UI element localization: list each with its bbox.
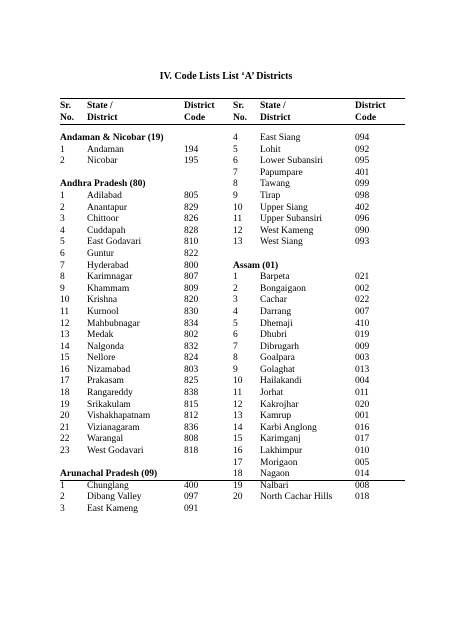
table-row	[60, 237, 230, 249]
header-state-line1-right: State /	[260, 101, 286, 111]
row-number: 1	[60, 144, 65, 155]
district-code: 090	[355, 225, 370, 236]
table-row	[233, 133, 405, 145]
table-row	[233, 446, 405, 458]
right-column	[233, 133, 405, 504]
district-code: 402	[355, 202, 370, 213]
district-code: 809	[184, 283, 199, 294]
district-name: West Kameng	[260, 225, 314, 236]
table-row	[60, 423, 230, 435]
district-name: Dhubri	[260, 330, 287, 341]
district-name: Anantapur	[87, 202, 128, 213]
district-name: Adilabad	[87, 190, 122, 201]
district-code: 400	[184, 480, 199, 491]
district-name: Kamrup	[260, 411, 292, 422]
district-code: 008	[355, 480, 370, 491]
row-number: 13	[60, 330, 70, 341]
district-name: Nalbari	[260, 480, 289, 491]
row-number: 8	[60, 272, 65, 283]
table-row	[60, 307, 230, 319]
table-row	[60, 319, 230, 331]
row-number: 7	[233, 167, 238, 178]
row-number: 2	[60, 156, 65, 167]
row-number: 22	[60, 434, 70, 445]
district-name: Nagaon	[260, 469, 290, 480]
district-name: Vizianagaram	[87, 422, 140, 433]
district-name: Tawang	[260, 179, 290, 190]
table-row	[60, 342, 230, 354]
district-code: 815	[184, 399, 199, 410]
district-name: Upper Subansiri	[260, 214, 323, 225]
district-code: 836	[184, 422, 199, 433]
table-row	[60, 145, 230, 157]
row-number: 1	[60, 190, 65, 201]
header-state-district	[87, 100, 118, 124]
table-row	[60, 226, 230, 238]
district-name: Bongaigaon	[260, 283, 306, 294]
row-number: 11	[60, 306, 70, 317]
table-row	[60, 388, 230, 400]
table-row	[60, 446, 230, 458]
district-code: 022	[355, 295, 370, 306]
table-row	[60, 295, 230, 307]
header-code-line2-right: Code	[355, 113, 377, 123]
row-number: 1	[60, 480, 65, 491]
district-name: West Siang	[260, 237, 303, 248]
row-number: 14	[233, 422, 243, 433]
district-code: 834	[184, 318, 199, 329]
header-sr-no-right	[233, 100, 247, 124]
row-number: 10	[60, 295, 70, 306]
district-name: Chunglang	[87, 480, 129, 491]
district-name: Dhemaji	[260, 318, 293, 329]
district-name: Darrang	[260, 306, 292, 317]
table-row	[233, 365, 405, 377]
table-row	[233, 423, 405, 435]
district-code: 830	[184, 306, 199, 317]
district-name: East Kameng	[87, 504, 138, 514]
header-code-line1-right: District	[355, 101, 386, 111]
table-row	[60, 504, 230, 516]
row-number: 6	[60, 248, 65, 259]
row-number: 6	[233, 156, 238, 167]
header-state-line2-right: District	[260, 113, 291, 123]
district-code: 825	[184, 376, 199, 387]
district-name: Golaghat	[260, 364, 295, 375]
district-name: Karbi Anglong	[260, 422, 317, 433]
district-name: Upper Siang	[260, 202, 308, 213]
table-row	[233, 191, 405, 203]
district-name: Lakhimpur	[260, 446, 303, 457]
row-number: 19	[60, 399, 70, 410]
district-code: 005	[355, 457, 370, 468]
table-row	[60, 284, 230, 296]
district-name: Dibang Valley	[87, 492, 142, 503]
row-number: 6	[233, 330, 238, 341]
header-state-district-right	[260, 100, 291, 124]
table-row	[60, 191, 230, 203]
table-row	[233, 284, 405, 296]
table-row	[60, 261, 230, 273]
district-code: 838	[184, 388, 199, 399]
district-name: Hyderabad	[87, 260, 129, 271]
district-code: 099	[355, 179, 370, 190]
table-row	[233, 342, 405, 354]
row-number: 18	[233, 469, 243, 480]
district-code: 002	[355, 283, 370, 294]
district-name: Vishakhapatnam	[87, 411, 151, 422]
row-number: 13	[233, 411, 243, 422]
table-row	[233, 388, 405, 400]
row-number: 16	[60, 364, 70, 375]
row-number: 3	[233, 295, 238, 306]
row-number: 4	[233, 133, 238, 143]
row-number: 16	[233, 446, 243, 457]
district-code: 824	[184, 353, 199, 364]
district-name: Andaman	[87, 144, 124, 155]
district-code: 803	[184, 364, 199, 375]
table-row	[233, 295, 405, 307]
district-name: Warangal	[87, 434, 124, 445]
row-number: 13	[233, 237, 243, 248]
table-row	[233, 319, 405, 331]
district-code: 096	[355, 214, 370, 225]
district-code: 812	[184, 411, 199, 422]
table-row	[233, 481, 405, 493]
district-code: 805	[184, 190, 199, 201]
section-heading-assam: Assam (01)	[233, 260, 279, 271]
district-code: 093	[355, 237, 370, 248]
row-number: 4	[233, 306, 238, 317]
row-number: 20	[233, 492, 243, 503]
row-number: 12	[233, 225, 243, 236]
district-name: Nizamabad	[87, 364, 131, 375]
district-name: Hailakandi	[260, 376, 302, 387]
table-top-rule	[60, 98, 405, 99]
table-row	[233, 353, 405, 365]
district-code: 014	[355, 469, 370, 480]
header-sr-line1-right: Sr.	[233, 101, 245, 111]
district-code: 822	[184, 248, 199, 259]
table-row	[233, 156, 405, 168]
district-name: Cuddapah	[87, 225, 126, 236]
district-code: 097	[184, 492, 199, 503]
header-bottom-rule	[60, 124, 405, 125]
table-row	[233, 307, 405, 319]
district-name: Rangareddy	[87, 388, 133, 399]
district-code: 017	[355, 434, 370, 445]
table-row	[233, 272, 405, 284]
district-code: 092	[355, 144, 370, 155]
table-row	[60, 214, 230, 226]
district-code: 401	[355, 167, 370, 178]
district-name: Srikakulam	[87, 399, 131, 410]
section-heading-andhra: Andhra Pradesh (80)	[60, 179, 146, 190]
district-name: East Godavari	[87, 237, 142, 248]
row-number: 8	[233, 179, 238, 190]
table-row	[60, 411, 230, 423]
district-code: 818	[184, 446, 199, 457]
table-row	[60, 272, 230, 284]
row-number: 2	[60, 492, 65, 503]
header-state-line1: State /	[87, 101, 113, 111]
row-number: 2	[60, 202, 65, 213]
district-name: Medak	[87, 330, 114, 341]
row-number: 12	[60, 318, 70, 329]
district-code: 800	[184, 260, 199, 271]
district-code: 004	[355, 376, 370, 387]
table-row	[233, 179, 405, 191]
header-state-line2: District	[87, 113, 118, 123]
district-code: 016	[355, 422, 370, 433]
district-code: 003	[355, 353, 370, 364]
section-heading-arunachal: Arunachal Pradesh (09)	[60, 469, 158, 480]
header-sr-line2-right: No.	[233, 113, 247, 123]
table-row	[233, 168, 405, 180]
table-row	[60, 376, 230, 388]
district-name: West Godavari	[87, 446, 144, 457]
district-code: 194	[184, 144, 199, 155]
district-name: Kakrojhar	[260, 399, 299, 410]
row-number: 3	[60, 504, 65, 514]
district-code: 808	[184, 434, 199, 445]
row-number: 10	[233, 376, 243, 387]
table-row	[233, 330, 405, 342]
district-code: 010	[355, 446, 370, 457]
row-number: 12	[233, 399, 243, 410]
row-number: 18	[60, 388, 70, 399]
row-number: 4	[60, 225, 65, 236]
district-name: Krishna	[87, 295, 118, 306]
section-heading-andaman: Andaman & Nicobar (19)	[60, 133, 164, 143]
row-number: 17	[233, 457, 243, 468]
district-code: 832	[184, 341, 199, 352]
table-row	[233, 203, 405, 215]
district-name: Dibrugarh	[260, 341, 300, 352]
district-name: Chittoor	[87, 214, 119, 225]
district-name: East Siang	[260, 133, 301, 143]
header-sr-no	[60, 100, 74, 124]
table-row	[60, 353, 230, 365]
table-row	[60, 330, 230, 342]
row-number: 5	[233, 144, 238, 155]
row-number: 3	[60, 214, 65, 225]
district-code: 098	[355, 190, 370, 201]
district-name: Jorhat	[260, 388, 284, 399]
row-number: 5	[60, 237, 65, 248]
table-row	[233, 458, 405, 470]
row-number: 9	[233, 190, 238, 201]
district-name: Guntur	[87, 248, 114, 259]
district-name: Karimganj	[260, 434, 301, 445]
table-bottom-rule	[60, 480, 405, 481]
table-row	[233, 237, 405, 249]
district-name: Nicobar	[87, 156, 118, 167]
header-code-line2: Code	[184, 113, 206, 123]
district-code: 018	[355, 492, 370, 503]
district-code: 094	[355, 133, 370, 143]
row-number: 11	[233, 388, 243, 399]
district-name: Tirap	[260, 190, 281, 201]
row-number: 15	[60, 353, 70, 364]
district-name: Papumpare	[260, 167, 303, 178]
header-district-code-right	[355, 100, 386, 124]
row-number: 17	[60, 376, 70, 387]
district-code: 829	[184, 202, 199, 213]
district-name: Nalgonda	[87, 341, 124, 352]
district-code: 013	[355, 364, 370, 375]
district-name: Khammam	[87, 283, 130, 294]
row-number: 8	[233, 353, 238, 364]
district-code: 828	[184, 225, 199, 236]
table-row	[233, 376, 405, 388]
table-row	[60, 492, 230, 504]
district-code: 807	[184, 272, 199, 283]
row-number: 9	[233, 364, 238, 375]
page-title: IV. Code Lists List ‘A’ Districts	[159, 71, 293, 82]
row-number: 7	[233, 341, 238, 352]
district-name: Cachar	[260, 295, 287, 306]
left-column	[60, 133, 230, 516]
district-code: 195	[184, 156, 199, 167]
district-name: Morigaon	[260, 457, 298, 468]
table-row	[60, 400, 230, 412]
table-row	[233, 400, 405, 412]
district-name: Kurnool	[87, 306, 119, 317]
row-number: 5	[233, 318, 238, 329]
district-name: Nellore	[87, 353, 116, 364]
district-name: Prakasam	[87, 376, 124, 387]
header-sr-line1: Sr.	[60, 101, 72, 111]
row-number: 11	[233, 214, 243, 225]
table-row	[60, 481, 230, 493]
row-number: 9	[60, 283, 65, 294]
table-row	[233, 434, 405, 446]
district-code: 020	[355, 399, 370, 410]
district-code: 810	[184, 237, 199, 248]
table-row	[60, 365, 230, 377]
table-row	[233, 214, 405, 226]
row-number: 1	[233, 272, 238, 283]
district-code: 001	[355, 411, 370, 422]
header-code-line1: District	[184, 101, 215, 111]
table-row	[60, 434, 230, 446]
row-number: 23	[60, 446, 70, 457]
table-row	[233, 226, 405, 238]
header-sr-line2: No.	[60, 113, 74, 123]
row-number: 20	[60, 411, 70, 422]
table-row	[60, 203, 230, 215]
district-code: 019	[355, 330, 370, 341]
district-code: 007	[355, 306, 370, 317]
row-number: 10	[233, 202, 243, 213]
row-number: 21	[60, 422, 70, 433]
district-code: 802	[184, 330, 199, 341]
table-row	[60, 249, 230, 261]
row-number: 7	[60, 260, 65, 271]
table-row	[60, 156, 230, 168]
district-name: Lohit	[260, 144, 281, 155]
row-number: 19	[233, 480, 243, 491]
district-name: Karimnagar	[87, 272, 133, 283]
district-name: Mahbubnagar	[87, 318, 140, 329]
district-code: 826	[184, 214, 199, 225]
district-code: 820	[184, 295, 199, 306]
district-code: 091	[184, 504, 199, 514]
district-code: 009	[355, 341, 370, 352]
district-code: 410	[355, 318, 370, 329]
district-code: 095	[355, 156, 370, 167]
table-row	[233, 145, 405, 157]
district-code: 011	[355, 388, 369, 399]
row-number: 2	[233, 283, 238, 294]
row-number: 14	[60, 341, 70, 352]
district-name: Lower Subansiri	[260, 156, 324, 167]
header-district-code	[184, 100, 215, 124]
district-name: Goalpara	[260, 353, 295, 364]
district-code: 021	[355, 272, 370, 283]
district-name: Barpeta	[260, 272, 290, 283]
table-row	[233, 492, 405, 504]
table-row	[233, 411, 405, 423]
district-name: North Cachar Hills	[260, 492, 333, 503]
row-number: 15	[233, 434, 243, 445]
